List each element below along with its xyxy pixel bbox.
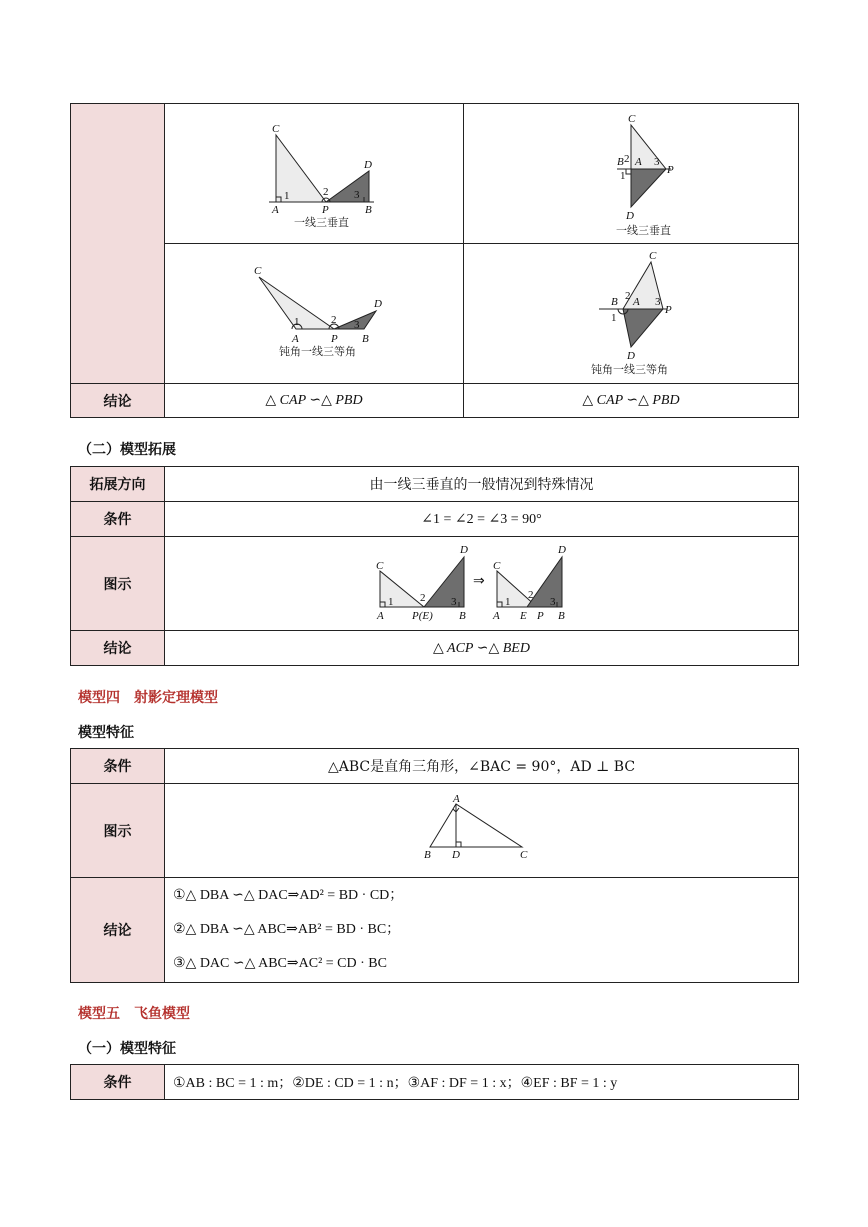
svg-text:A: A bbox=[292, 332, 299, 345]
flying-fish-table bbox=[70, 1064, 799, 1100]
figure-cell-bottom-left bbox=[165, 244, 464, 384]
model5-condition-label: 条件 bbox=[71, 1065, 165, 1100]
model4-title: 模型四 射影定理模型 bbox=[78, 690, 218, 706]
figure-obtuse-three-equal-angles-b bbox=[531, 247, 731, 377]
figure-label: 图示 bbox=[71, 537, 165, 631]
svg-text:D: D bbox=[459, 543, 468, 556]
svg-text:1: 1 bbox=[611, 311, 617, 324]
svg-text:E: E bbox=[519, 609, 527, 622]
caption-bl: 钝角一线三等角 bbox=[279, 344, 356, 358]
model4-figure-label: 图示 bbox=[71, 784, 165, 878]
svg-text:P: P bbox=[667, 163, 674, 176]
figure-special-case bbox=[372, 539, 592, 625]
svg-text:C: C bbox=[628, 112, 636, 125]
svg-text:P: P bbox=[331, 332, 338, 345]
svg-text:1: 1 bbox=[387, 595, 393, 608]
caption-br: 钝角一线三等角 bbox=[591, 362, 668, 376]
svg-text:C: C bbox=[649, 249, 657, 262]
svg-text:P: P bbox=[322, 203, 329, 216]
model5-feature-heading: （一）模型特征 bbox=[78, 1041, 176, 1057]
direction-label: 拓展方向 bbox=[71, 467, 165, 502]
svg-text:3: 3 bbox=[549, 595, 555, 608]
svg-text:B: B bbox=[458, 609, 466, 622]
svg-text:A: A bbox=[492, 609, 500, 622]
svg-text:3: 3 bbox=[354, 188, 360, 201]
svg-text:D: D bbox=[627, 349, 635, 362]
conclusion-item-3: ③△ DAC ∽△ ABC⇒AC² = CD · BC bbox=[173, 956, 387, 971]
projection-theorem-table bbox=[70, 748, 799, 983]
svg-text:B: B bbox=[423, 848, 431, 861]
svg-text:C: C bbox=[519, 848, 527, 861]
svg-text:C: C bbox=[254, 264, 262, 277]
svg-text:1: 1 bbox=[284, 189, 290, 202]
conclusion-item-2: ②△ DBA ∽△ ABC⇒AB² = BD · BC； bbox=[173, 922, 401, 937]
svg-text:P(E): P(E) bbox=[411, 609, 433, 622]
svg-text:3: 3 bbox=[655, 295, 661, 308]
extension-conclusion-label: 结论 bbox=[71, 631, 165, 666]
svg-text:B: B bbox=[617, 155, 624, 168]
model4-conclusion-cell bbox=[165, 878, 799, 983]
svg-text:C: C bbox=[272, 122, 280, 135]
extension-conclusion-value: △ ACP ∽△ BED bbox=[165, 631, 799, 666]
conclusion-right: △ CAP ∽△ PBD bbox=[464, 384, 799, 418]
svg-text:2: 2 bbox=[625, 289, 631, 302]
svg-text:B: B bbox=[362, 332, 369, 345]
model4-condition-value: △ABC是直角三角形，∠BAC = 90°，AD ⊥ BC bbox=[165, 749, 799, 784]
conclusion-label: 结论 bbox=[71, 384, 165, 418]
figure-cell-bottom-right bbox=[464, 244, 799, 384]
blank-label-cell bbox=[71, 104, 165, 384]
svg-text:2: 2 bbox=[419, 591, 425, 604]
svg-text:2: 2 bbox=[323, 185, 329, 198]
svg-text:3: 3 bbox=[654, 155, 660, 168]
svg-text:1: 1 bbox=[504, 595, 510, 608]
svg-text:B: B bbox=[611, 295, 618, 308]
svg-text:D: D bbox=[557, 543, 566, 556]
model5-title: 模型五 飞鱼模型 bbox=[78, 1006, 190, 1022]
direction-value: 由一线三垂直的一般情况到特殊情况 bbox=[165, 467, 799, 502]
svg-text:1: 1 bbox=[294, 315, 300, 328]
condition-label: 条件 bbox=[71, 502, 165, 537]
model-table-figures bbox=[70, 103, 799, 418]
svg-text:D: D bbox=[364, 158, 372, 171]
svg-text:2: 2 bbox=[624, 152, 630, 165]
svg-text:C: C bbox=[375, 559, 383, 572]
figure-one-line-three-perpendicular-b bbox=[531, 107, 731, 237]
svg-text:A: A bbox=[633, 295, 640, 308]
figure-right-triangle-altitude bbox=[422, 794, 542, 864]
model4-figure-cell bbox=[165, 784, 799, 878]
svg-text:D: D bbox=[451, 848, 460, 861]
svg-text:2: 2 bbox=[331, 313, 337, 326]
section-extend-title: （二）模型拓展 bbox=[78, 442, 176, 458]
figure-cell-top-right bbox=[464, 104, 799, 244]
model4-conclusion-label: 结论 bbox=[71, 878, 165, 983]
svg-text:A: A bbox=[376, 609, 384, 622]
svg-text:A: A bbox=[272, 203, 279, 216]
svg-text:1: 1 bbox=[620, 169, 626, 182]
figure-one-line-three-perpendicular-a bbox=[214, 107, 414, 237]
svg-text:B: B bbox=[365, 203, 372, 216]
svg-text:P: P bbox=[665, 303, 672, 316]
model4-feature-heading: 模型特征 bbox=[78, 725, 134, 741]
svg-text:3: 3 bbox=[450, 595, 456, 608]
svg-text:A: A bbox=[452, 793, 460, 805]
svg-text:2: 2 bbox=[527, 588, 533, 601]
figure-cell bbox=[165, 537, 799, 631]
conclusion-item-1: ①△ DBA ∽△ DAC⇒AD² = BD · CD； bbox=[173, 888, 404, 903]
svg-text:⇒: ⇒ bbox=[472, 573, 485, 589]
svg-text:D: D bbox=[626, 209, 634, 222]
svg-text:C: C bbox=[492, 559, 500, 572]
figure-obtuse-three-equal-angles-a bbox=[214, 247, 414, 377]
conclusion-left: △ CAP ∽△ PBD bbox=[165, 384, 464, 418]
svg-text:A: A bbox=[635, 155, 642, 168]
model-extension-table bbox=[70, 466, 799, 666]
caption-tr: 一线三垂直 bbox=[616, 223, 671, 237]
svg-text:D: D bbox=[374, 297, 382, 310]
svg-text:B: B bbox=[557, 609, 565, 622]
model5-condition-value: ①AB : BC = 1 : m；②DE : CD = 1 : n；③AF : DF = 1 : x；④EF : BF = 1 : y bbox=[165, 1065, 799, 1100]
condition-value: ∠1 = ∠2 = ∠3 = 90° bbox=[165, 502, 799, 537]
svg-text:3: 3 bbox=[354, 318, 360, 331]
figure-cell-top-left bbox=[165, 104, 464, 244]
model4-condition-label: 条件 bbox=[71, 749, 165, 784]
caption-tl: 一线三垂直 bbox=[294, 215, 349, 229]
svg-text:P: P bbox=[536, 609, 544, 622]
